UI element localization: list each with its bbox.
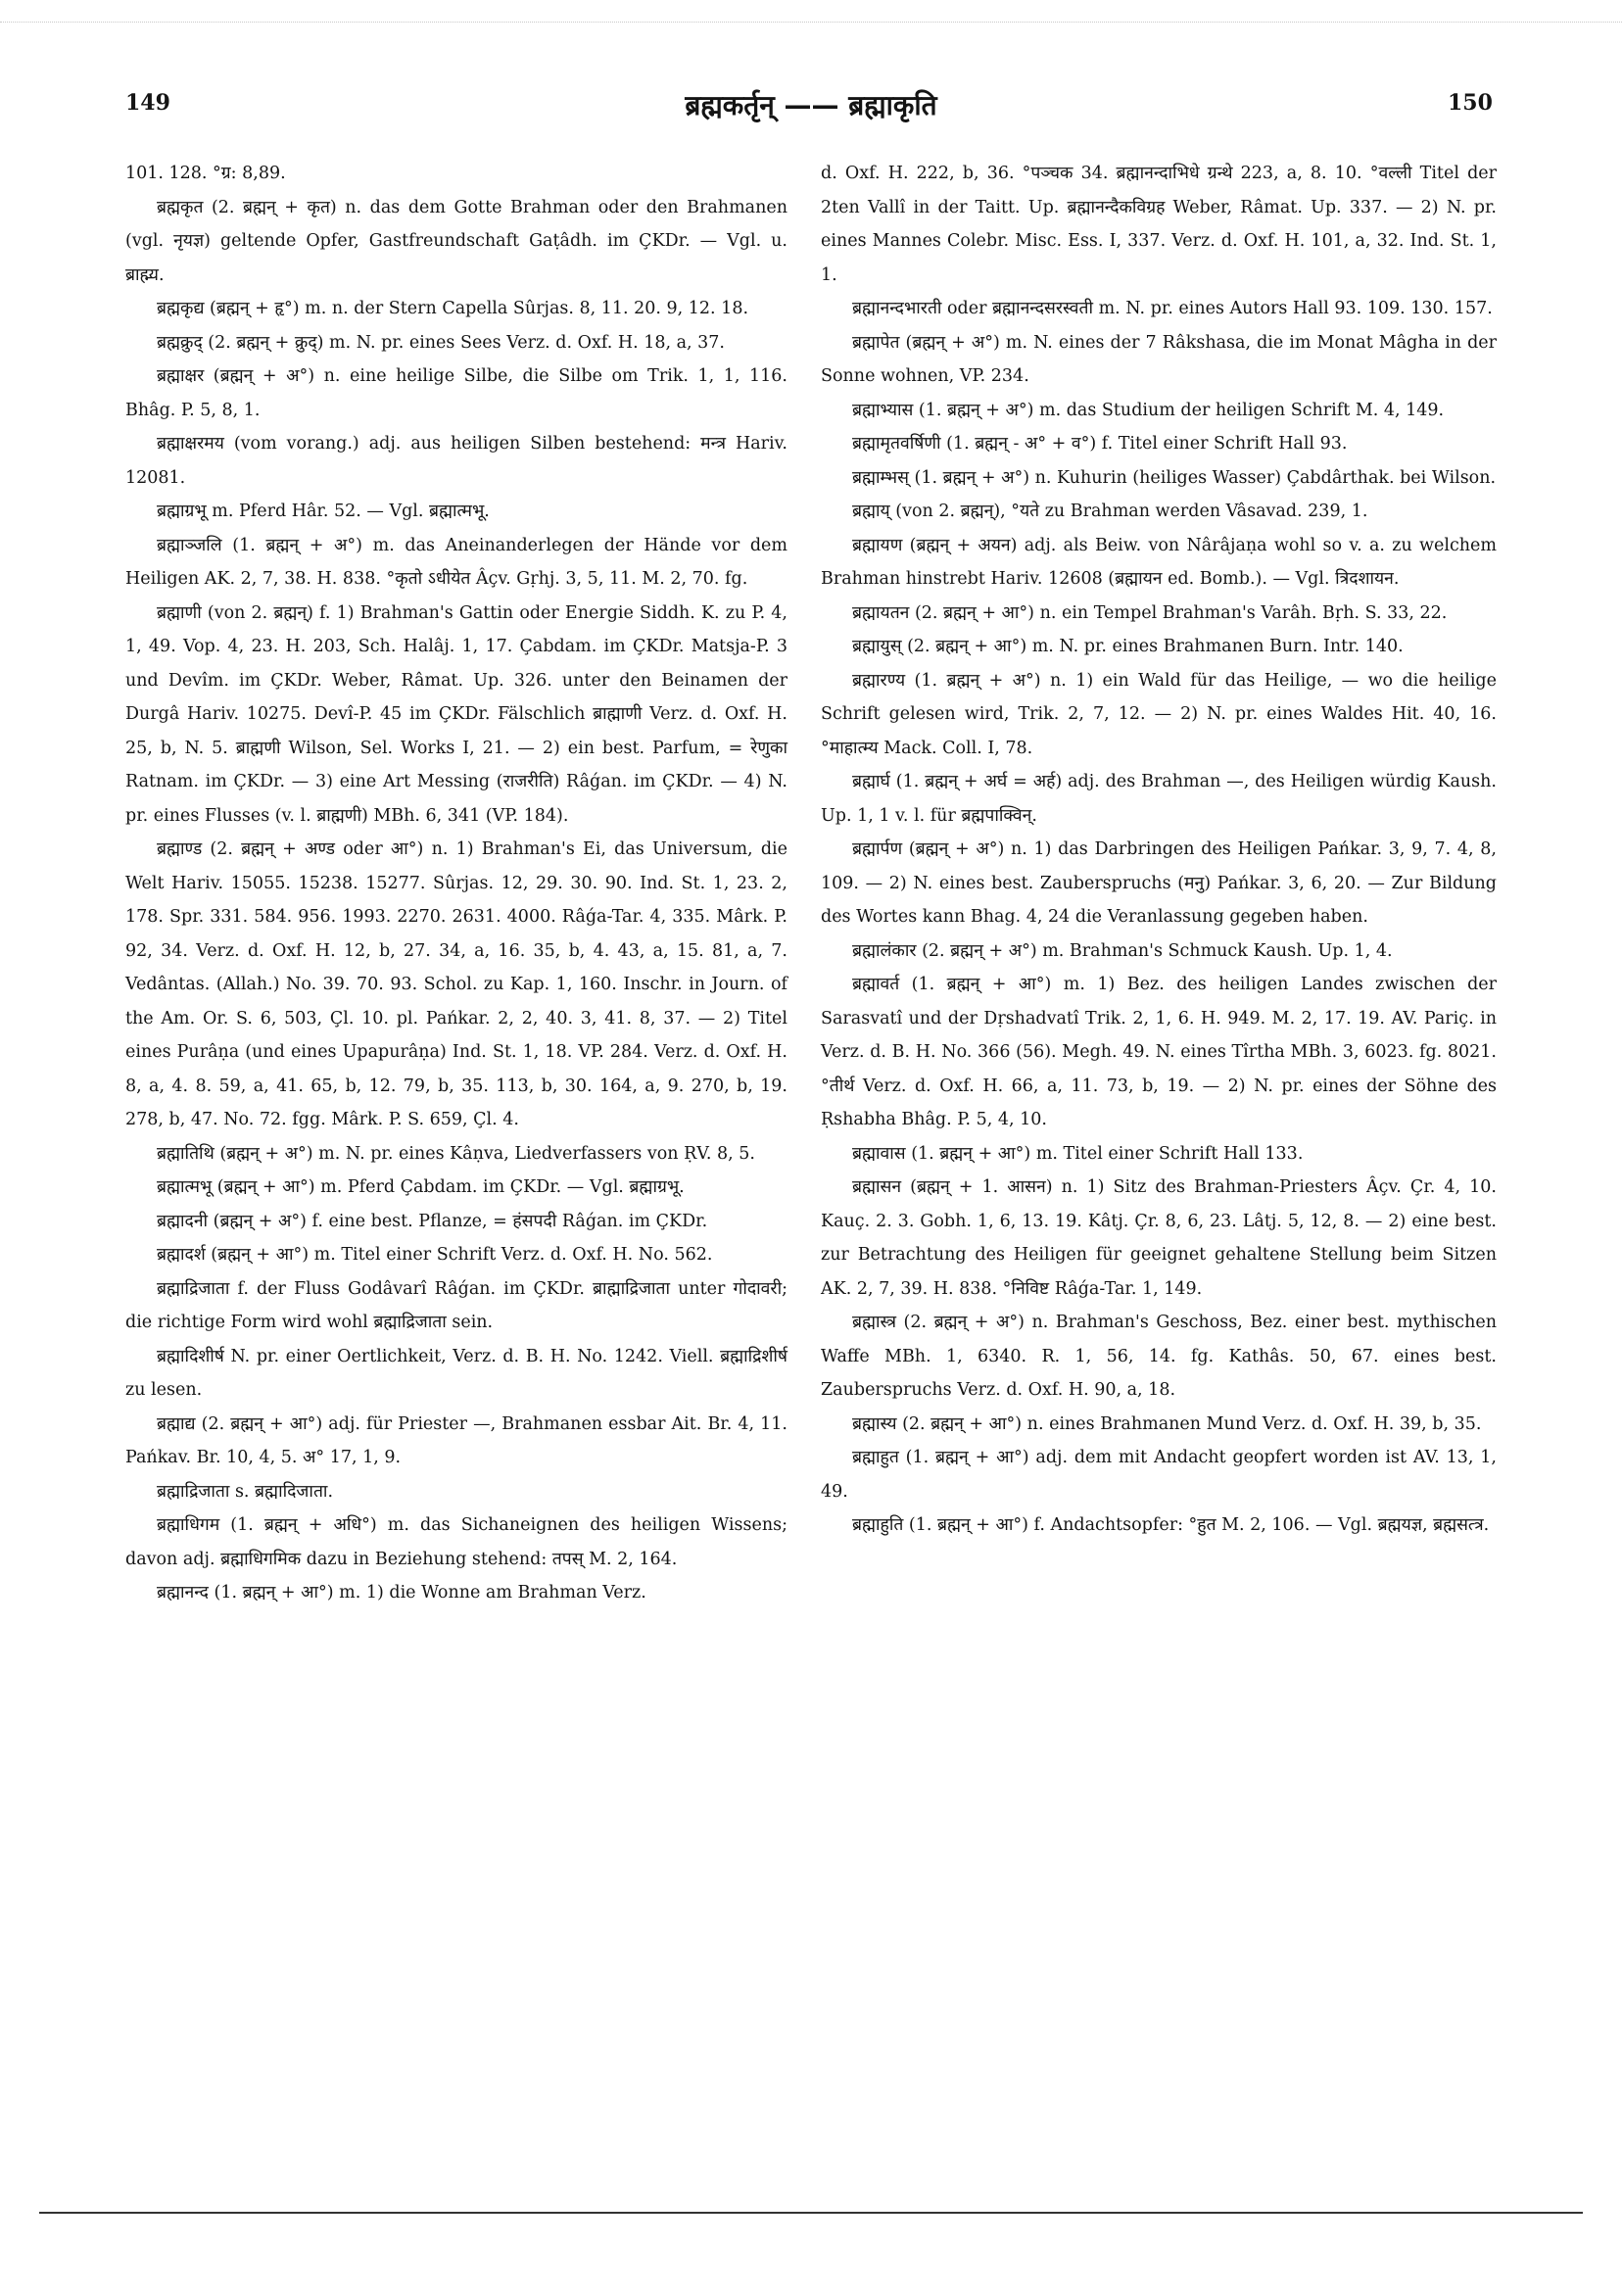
dictionary-entry: ब्रह्मावास (1. ब्रह्मन् + आ°) m. Titel einer Schrift Hall 133.: [852, 1143, 1304, 1164]
dictionary-entry: ब्रह्मानन्द (1. ब्रह्मन् + आ°) m. 1) die Wonne am Brahman Verz.: [157, 1583, 646, 1602]
dictionary-entry: ब्रह्मार्पण (ब्रह्मन् + अ°) n. 1) das Darbringen des Heiligen Pańkar. 3, 9, 7. 4, 8, 109. — 2) N. eines best. Zauberspruchs (मनु) Pańkar. 3, 6, 20. — Zur Bildung des Wortes kann Bhag. 4, 24 die Veranlassung gegeben haben.: [821, 839, 1497, 927]
footer-rule: [39, 2212, 1583, 2214]
dictionary-entry: ब्रह्मास्य (2. ब्रह्मन् + आ°) n. eines Brahmanen Mund Verz. d. Oxf. H. 39, b, 35.: [852, 1413, 1482, 1434]
dictionary-entry: ब्रह्मापेत (ब्रह्मन् + अ°) m. N. eines der 7 Râkshasa, die im Monat Mâgha in der Sonne wohnen, VP. 234.: [821, 332, 1497, 386]
dictionary-entry: ब्रह्माम्भस् (1. ब्रह्मन् + अ°) n. Kuhurin (heiliges Wasser) Çabdârthak. bei Wilson.: [852, 467, 1497, 488]
entry-continuation: 101. 128. °ग्र: 8,89.: [125, 164, 286, 183]
dictionary-entry: ब्रह्मामृतवर्षिणी (1. ब्रह्मन् - अ° + व°) f. Titel einer Schrift Hall 93.: [852, 434, 1348, 454]
dictionary-entry: ब्रह्मास्त्र (2. ब्रह्मन् + अ°) n. Brahman's Geschoss, Bez. einer best. mythischen Waffe MBh. 1, 6340. R. 1, 56, 14. fg. Kathâs. 50, 67. eines best. Zauberspruchs Verz. d. Oxf. H. 90, a, 18.: [821, 1313, 1497, 1400]
dictionary-entry: ब्रह्मार्घ (1. ब्रह्मन् + अर्घ = अर्ह) adj. des Brahman —, des Heiligen würdig Kaush. Up. 1, 1 v. l. für ब्रह्मपाक्विन्.: [821, 772, 1497, 826]
dictionary-entry: ब्रह्माद्य (2. ब्रह्मन् + आ°) adj. für Priester —, Brahmanen essbar Ait. Br. 4, 11. Pańkav. Br. 10, 4, 5. अ° 17, 1, 9.: [125, 1413, 787, 1467]
dictionary-entry: ब्रह्मादनी (ब्रह्मन् + अ°) f. eine best. Pflanze, = हंसपदी Râǵan. im ÇKDr.: [157, 1211, 708, 1231]
dictionary-entry: ब्रह्माधिगम (1. ब्रह्मन् + अधि°) m. das Sichaneignen des heiligen Wissens; davon adj. ब्रह्माधिगमिक dazu in Beziehung stehend: तपस् M. 2, 164.: [125, 1515, 787, 1569]
dictionary-entry: ब्रह्मकृत (2. ब्रह्मन् + कृत) n. das dem Gotte Brahman oder den Brahmanen (vgl. नृयज्ञ) geltende Opfer, Gastfreundschaft Gaṭâdh. im ÇKDr. — Vgl. u. ब्राह्म्य.: [125, 197, 787, 285]
dictionary-entry: ब्रह्माद्रिजाता f. der Fluss Godâvarî Râǵan. im ÇKDr. ब्राह्माद्रिजाता unter गोदावरी; die richtige Form wird wohl ब्रह्माद्रिजाता sein.: [125, 1278, 787, 1332]
dictionary-entry: ब्रह्मासन (ब्रह्मन् + 1. आसन) n. 1) Sitz des Brahman-Priesters Âçv. Çr. 4, 10. Kauç. 2. 3. Gobh. 1, 6, 13. 19. Kâtj. Çr. 8, 6, 23. Lâtj. 5, 12, 8. — 2) eine best. zur Betrachtung des Heiligen für geeignet gehaltene Stellung beim Sitzen AK. 2, 7, 39. H. 838. °निविष्ट Râǵa-Tar. 1, 149.: [821, 1177, 1497, 1299]
dictionary-entry: ब्रह्मारण्य (1. ब्रह्मन् + अ°) n. 1) ein Wald für das Heilige, — wo die heilige Schrift gelesen wird, Trik. 2, 7, 12. — 2) N. pr. eines Waldes Hit. 40, 16. °माहात्म्य Mack. Coll. I, 78.: [821, 670, 1497, 758]
dictionary-entry: ब्रह्माद्रिजाता s. ब्रह्मादिजाता.: [157, 1481, 334, 1502]
dictionary-entry: ब्रह्मायतन (2. ब्रह्मन् + आ°) n. ein Tempel Brahman's Varâh. Bṛh. S. 33, 22.: [852, 602, 1448, 623]
dictionary-entry: ब्रह्मातिथि (ब्रह्मन् + अ°) m. N. pr. eines Kâṇva, Liedverfassers von ṚV. 8, 5.: [157, 1143, 755, 1164]
dictionary-entry: ब्रह्मायुस् (2. ब्रह्मन् + आ°) m. N. pr. eines Brahmanen Burn. Intr. 140.: [852, 637, 1404, 656]
dictionary-entry: ब्रह्माहुत (1. ब्रह्मन् + आ°) adj. dem mit Andacht geopfert worden ist AV. 13, 1, 49.: [821, 1448, 1497, 1502]
entry-continuation: d. Oxf. H. 222, b, 36. °पञ्चक 34. ब्रह्मानन्दाभिधे ग्रन्थे 223, a, 8. 10. °वल्ली Titel der 2ten Vallî in der Taitt. Up. ब्रह्मानन्दैकविग्रह Weber, Râmat. Up. 337. — 2) N. pr. eines Mannes Colebr. Misc. Ess. I, 337. Verz. d. Oxf. H. 101, a, 32. Ind. St. 1, 1.: [821, 164, 1497, 285]
page-running-title: ब्रह्मकर्तृन् —— ब्रह्माकृति: [685, 89, 937, 121]
dictionary-entry: ब्रह्माय् (von 2. ब्रह्मन्), °यते zu Brahman werden Vâsavad. 239, 1.: [852, 502, 1368, 521]
dictionary-entry: ब्रह्माक्षरमय (vom vorang.) adj. aus heiligen Silben bestehend: मन्त्र Hariv. 12081.: [125, 434, 787, 488]
left-column: [125, 157, 787, 1610]
dictionary-entry: ब्रह्मक्रुद् (2. ब्रह्मन् + क्रुद्) m. N. pr. eines Sees Verz. d. Oxf. H. 18, a, 37.: [157, 332, 725, 353]
dictionary-entry: ब्रह्माक्षर (ब्रह्मन् + अ°) n. eine heilige Silbe, die Silbe om Trik. 1, 1, 116. Bhâg. P. 5, 8, 1.: [125, 366, 787, 420]
dictionary-entry: ब्रह्मानन्दभारती oder ब्रह्मानन्दसरस्वती m. N. pr. eines Autors Hall 93. 109. 130. 157.: [852, 299, 1493, 318]
dictionary-entry: ब्रह्मकृद्य (ब्रह्मन् + हृ°) m. n. der Stern Capella Sûrjas. 8, 11. 20. 9, 12. 18.: [157, 299, 749, 318]
dictionary-entry: ब्रह्माञ्जलि (1. ब्रह्मन् + अ°) m. das Aneinanderlegen der Hände vor dem Heiligen AK. 2, 7, 38. H. 838. °कृतो ऽधीयेत Âçv. Gṛhj. 3, 5, 11. M. 2, 70. fg.: [125, 535, 787, 589]
dictionary-entry: ब्रह्माण्ड (2. ब्रह्मन् + अण्ड oder आ°) n. 1) Brahman's Ei, das Universum, die Welt Hariv. 15055. 15238. 15277. Sûrjas. 12, 29. 30. 90. Ind. St. 1, 23. 2, 178. Spr. 331. 584. 956. 1993. 2270. 2631. 4000. Râǵa-Tar. 4, 335. Mârk. P. 92, 34. Verz. d. Oxf. H. 12, b, 27. 34, a, 16. 35, b, 4. 43, a, 15. 81, a, 7. Vedântas. (Allah.) No. 39. 70. 93. Schol. zu Kap. 1, 160. Inschr. in Journ. of the Am. Or. S. 6, 503, Çl. 10. pl. Pańkar. 2, 2, 40. 3, 41. 8, 37. — 2) Titel eines Purâṇa (und eines Upapurâṇa) Ind. St. 1, 18. VP. 284. Verz. d. Oxf. H. 8, a, 4. 8. 59, a, 41. 65, b, 12. 79, b, 35. 113, b, 30. 164, a, 9. 270, b, 19. 278, b, 47. No. 72. fgg. Mârk. P. S. 659, Çl. 4.: [125, 839, 787, 1129]
dictionary-entry: ब्रह्मादिशीर्ष N. pr. einer Oertlichkeit, Verz. d. B. H. No. 1242. Viell. ब्रह्माद्रिशीर्ष zu lesen.: [125, 1346, 787, 1400]
dictionary-entry: ब्रह्माभ्यास (1. ब्रह्मन् + अ°) m. das Studium der heiligen Schrift M. 4, 149.: [852, 400, 1445, 420]
dictionary-entry: ब्रह्माहुति (1. ब्रह्मन् + आ°) f. Andachtsopfer: °हुत M. 2, 106. — Vgl. ब्रह्मयज्ञ, ब्रह्मसत्त्र.: [852, 1515, 1490, 1535]
dictionary-entry: ब्रह्मात्मभू (ब्रह्मन् + आ°) m. Pferd Çabdam. im ÇKDr. — Vgl. ब्रह्माग्रभू.: [157, 1177, 685, 1197]
page-number-left: 149: [125, 90, 170, 116]
page-number-right: 150: [1448, 90, 1493, 116]
dictionary-entry: ब्रह्मादर्श (ब्रह्मन् + आ°) m. Titel einer Schrift Verz. d. Oxf. H. No. 562.: [157, 1245, 713, 1265]
scan-edge: [0, 22, 1622, 23]
dictionary-entry: ब्रह्मायण (ब्रह्मन् + अयन) adj. als Beiw. von Nârâjaṇa wohl so v. a. zu welchem Brahman hinstrebt Hariv. 12608 (ब्रह्मायन ed. Bomb.). — Vgl. त्रिदशायन.: [821, 535, 1497, 589]
dictionary-entry: ब्रह्माग्रभू m. Pferd Hâr. 52. — Vgl. ब्रह्मात्मभू.: [157, 502, 490, 521]
dictionary-entry: ब्रह्मालंकार (2. ब्रह्मन् + अ°) m. Brahman's Schmuck Kaush. Up. 1, 4.: [852, 940, 1393, 961]
dictionary-entry: ब्रह्माणी (von 2. ब्रह्मन्) f. 1) Brahman's Gattin oder Energie Siddh. K. zu P. 4, 1, 49. Vop. 4, 23. H. 203, Sch. Halâj. 1, 17. Çabdam. im ÇKDr. Matsja-P. 3 und Devîm. im ÇKDr. Weber, Râmat. Up. 326. unter den Beinamen der Durgâ Hariv. 10275. Devî-P. 45 im ÇKDr. Fälschlich ब्राह्माणी Verz. d. Oxf. H. 25, b, N. 5. ब्राह्मणी Wilson, Sel. Works I, 21. — 2) ein best. Parfum, = रेणुका Ratnam. im ÇKDr. — 3) eine Art Messing (राजरीति) Râǵan. im ÇKDr. — 4) N. pr. eines Flusses (v. l. ब्राह्मणी) MBh. 6, 341 (VP. 184).: [125, 602, 787, 826]
dictionary-entry: ब्रह्मावर्त (1. ब्रह्मन् + आ°) m. 1) Bez. des heiligen Landes zwischen der Sarasvatî und der Dṛshadvatî Trik. 2, 1, 6. H. 949. M. 2, 17. 19. AV. Pariç. in Verz. d. B. H. No. 366 (56). Megh. 49. N. eines Tîrtha MBh. 3, 6023. fg. 8021. °तीर्थ Verz. d. Oxf. H. 66, a, 11. 73, b, 19. — 2) N. pr. eines der Söhne des Ṛshabha Bhâg. P. 5, 4, 10.: [821, 975, 1497, 1129]
right-column: [821, 157, 1497, 1543]
